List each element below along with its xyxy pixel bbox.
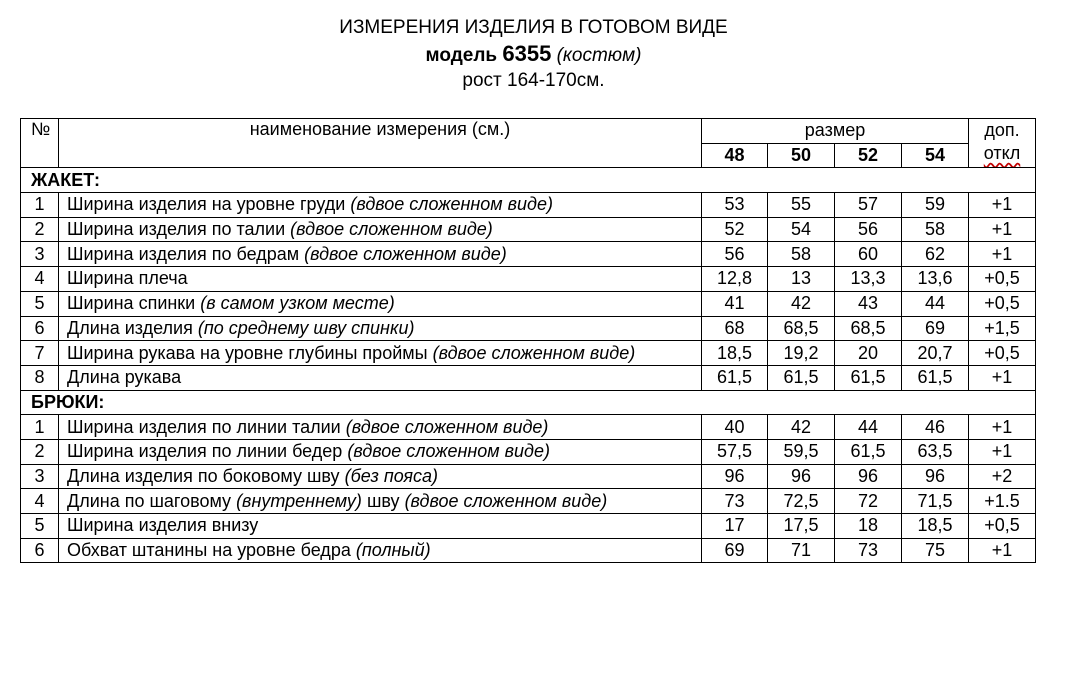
- value-size-54: 75: [902, 538, 969, 563]
- value-size-50: 72,5: [768, 489, 835, 514]
- model-note: (костюм): [556, 45, 642, 66]
- value-size-48: 40: [702, 415, 768, 440]
- row-number: 3: [21, 464, 59, 489]
- value-size-50: 19,2: [768, 341, 835, 366]
- value-size-48: 56: [702, 242, 768, 267]
- measurement-name-cell: [59, 291, 702, 316]
- measurement-name-cell: [59, 489, 702, 514]
- row-number: 7: [21, 341, 59, 366]
- measurement-name: Ширина рукава на уровне глубины проймы: [67, 342, 428, 363]
- tolerance-value: +1: [969, 217, 1036, 242]
- value-size-52: 72: [835, 489, 902, 514]
- tolerance-value: +1: [969, 193, 1036, 218]
- row-number: 6: [21, 538, 59, 563]
- measurement-name-cell: [59, 415, 702, 440]
- measurement-name: Обхват штанины на уровне бедра: [67, 540, 351, 561]
- value-size-50: 42: [768, 415, 835, 440]
- tolerance-value: +1: [969, 439, 1036, 464]
- measurement-note: (вдвое сложенном виде): [350, 194, 553, 215]
- table-row: [21, 242, 1036, 267]
- section-title: ЖАКЕТ:: [21, 168, 1036, 193]
- value-size-50: 42: [768, 291, 835, 316]
- measurement-name-cell: [59, 464, 702, 489]
- measurement-name-cell: [59, 365, 702, 390]
- value-size-48: 57,5: [702, 439, 768, 464]
- value-size-48: 61,5: [702, 365, 768, 390]
- table-row: [21, 439, 1036, 464]
- measurement-name: Ширина изделия по бедрам: [67, 243, 300, 264]
- value-size-50: 96: [768, 464, 835, 489]
- table-row: [21, 464, 1036, 489]
- value-size-54: 71,5: [902, 489, 969, 514]
- measurement-name-cell: [59, 242, 702, 267]
- value-size-48: 73: [702, 489, 768, 514]
- value-size-48: 69: [702, 538, 768, 563]
- table-row: [21, 267, 1036, 292]
- value-size-50: 54: [768, 217, 835, 242]
- value-size-52: 96: [835, 464, 902, 489]
- measurement-name: Ширина плеча: [67, 268, 188, 289]
- size-50: 50: [768, 143, 835, 168]
- value-size-54: 96: [902, 464, 969, 489]
- value-size-48: 53: [702, 193, 768, 218]
- row-number: 6: [21, 316, 59, 341]
- value-size-54: 62: [902, 242, 969, 267]
- row-number: 4: [21, 489, 59, 514]
- value-size-48: 12,8: [702, 267, 768, 292]
- row-number: 4: [21, 267, 59, 292]
- table-row: [21, 341, 1036, 366]
- measurement-name: Ширина изделия на уровне груди: [67, 194, 346, 215]
- value-size-54: 58: [902, 217, 969, 242]
- measurement-name-cell: [59, 267, 702, 292]
- value-size-54: 69: [902, 316, 969, 341]
- model-number: 6355: [502, 41, 552, 66]
- value-size-52: 61,5: [835, 365, 902, 390]
- tolerance-value: +1: [969, 415, 1036, 440]
- measurement-name: Ширина изделия по линии талии: [67, 416, 341, 437]
- tolerance-value: +0,5: [969, 514, 1036, 539]
- value-size-54: 59: [902, 193, 969, 218]
- value-size-52: 13,3: [835, 267, 902, 292]
- tolerance-value: +1.5: [969, 489, 1036, 514]
- height-range: рост 164-170см.: [462, 70, 605, 91]
- col-header-name: наименование измерения (см.): [59, 119, 702, 168]
- value-size-54: 13,6: [902, 267, 969, 292]
- value-size-54: 61,5: [902, 365, 969, 390]
- measurement-note: (вдвое сложенном виде): [347, 441, 550, 462]
- value-size-50: 71: [768, 538, 835, 563]
- value-size-52: 68,5: [835, 316, 902, 341]
- measurement-note: (без пояса): [344, 465, 439, 486]
- measurement-note: (полный): [355, 540, 431, 561]
- value-size-54: 63,5: [902, 439, 969, 464]
- table-row: [21, 316, 1036, 341]
- section-row-jacket: [21, 168, 1036, 193]
- row-number: 1: [21, 415, 59, 440]
- measurement-note: (вдвое сложенном виде): [432, 342, 636, 363]
- value-size-52: 18: [835, 514, 902, 539]
- tolerance-value: +0,5: [969, 267, 1036, 292]
- value-size-54: 18,5: [902, 514, 969, 539]
- value-size-48: 96: [702, 464, 768, 489]
- header-row: [21, 119, 1036, 144]
- value-size-48: 17: [702, 514, 768, 539]
- measurement-note: (вдвое сложенном виде): [290, 219, 493, 240]
- measurement-name-cell: [59, 514, 702, 539]
- value-size-54: 46: [902, 415, 969, 440]
- measurements-table: [20, 118, 1036, 563]
- value-size-50: 13: [768, 267, 835, 292]
- value-size-50: 55: [768, 193, 835, 218]
- table-row: [21, 365, 1036, 390]
- tolerance-value: +1,5: [969, 316, 1036, 341]
- section-title: БРЮКИ:: [21, 390, 1036, 415]
- measurement-name: Длина изделия по боковому шву: [67, 465, 340, 486]
- value-size-52: 73: [835, 538, 902, 563]
- tolerance-value: +2: [969, 464, 1036, 489]
- tolerance-label-2: откл: [983, 143, 1021, 163]
- value-size-52: 56: [835, 217, 902, 242]
- row-number: 8: [21, 365, 59, 390]
- table-row: [21, 538, 1036, 563]
- value-size-50: 58: [768, 242, 835, 267]
- size-48: 48: [702, 143, 768, 168]
- measurement-note: (вдвое сложенном виде): [404, 490, 608, 511]
- measurement-name: Длина рукава: [67, 367, 182, 388]
- value-size-52: 20: [835, 341, 902, 366]
- measurement-name-cell: [59, 316, 702, 341]
- measurement-name-cell: [59, 439, 702, 464]
- table-row: [21, 193, 1036, 218]
- measurement-note: (в самом узком месте): [200, 293, 395, 314]
- measurement-note: (вдвое сложенном виде): [304, 243, 507, 264]
- tolerance-value: +1: [969, 538, 1036, 563]
- row-number: 5: [21, 291, 59, 316]
- measurement-name-cell: [59, 193, 702, 218]
- table-row: [21, 489, 1036, 514]
- tolerance-label-1: доп.: [984, 120, 1020, 140]
- size-52: 52: [835, 143, 902, 168]
- model-word: модель: [425, 45, 498, 66]
- measurement-name: Длина изделия: [67, 317, 193, 338]
- row-number: 2: [21, 217, 59, 242]
- measurement-name: Ширина изделия по линии бедер: [67, 441, 343, 462]
- value-size-52: 57: [835, 193, 902, 218]
- measurement-name-cell: [59, 538, 702, 563]
- measurement-note: (по среднему шву спинки): [197, 317, 415, 338]
- measurement-name: Ширина изделия внизу: [67, 515, 259, 536]
- measurement-name: Длина по шаговому: [67, 490, 232, 511]
- measurement-note: (вдвое сложенном виде): [345, 416, 549, 437]
- tolerance-value: +0,5: [969, 291, 1036, 316]
- measurement-name-cell: [59, 341, 702, 366]
- row-number: 2: [21, 439, 59, 464]
- table-row: [21, 217, 1036, 242]
- value-size-54: 44: [902, 291, 969, 316]
- measurement-note: (внутреннему): [236, 490, 362, 511]
- size-54: 54: [902, 143, 969, 168]
- value-size-48: 18,5: [702, 341, 768, 366]
- document-title: ИЗМЕРЕНИЯ ИЗДЕЛИЯ В ГОТОВОМ ВИДЕ: [339, 17, 728, 38]
- value-size-48: 52: [702, 217, 768, 242]
- section-row-trousers: [21, 390, 1036, 415]
- value-size-50: 61,5: [768, 365, 835, 390]
- row-number: 1: [21, 193, 59, 218]
- measurement-name-cell: [59, 217, 702, 242]
- col-header-number: №: [21, 119, 59, 168]
- col-header-size: размер: [702, 119, 969, 144]
- value-size-52: 60: [835, 242, 902, 267]
- value-size-50: 59,5: [768, 439, 835, 464]
- value-size-54: 20,7: [902, 341, 969, 366]
- table-row: [21, 415, 1036, 440]
- value-size-48: 68: [702, 316, 768, 341]
- value-size-50: 17,5: [768, 514, 835, 539]
- table-row: [21, 291, 1036, 316]
- value-size-48: 41: [702, 291, 768, 316]
- measurement-name: шву: [366, 490, 400, 511]
- model-line: [0, 42, 1067, 68]
- value-size-52: 61,5: [835, 439, 902, 464]
- value-size-50: 68,5: [768, 316, 835, 341]
- document-header: [0, 16, 1067, 93]
- col-header-tolerance: [969, 119, 1036, 168]
- value-size-52: 43: [835, 291, 902, 316]
- tolerance-value: +1: [969, 242, 1036, 267]
- row-number: 3: [21, 242, 59, 267]
- value-size-52: 44: [835, 415, 902, 440]
- measurement-name: Ширина спинки: [67, 293, 196, 314]
- table-row: [21, 514, 1036, 539]
- row-number: 5: [21, 514, 59, 539]
- tolerance-value: +1: [969, 365, 1036, 390]
- tolerance-value: +0,5: [969, 341, 1036, 366]
- measurement-name: Ширина изделия по талии: [67, 219, 286, 240]
